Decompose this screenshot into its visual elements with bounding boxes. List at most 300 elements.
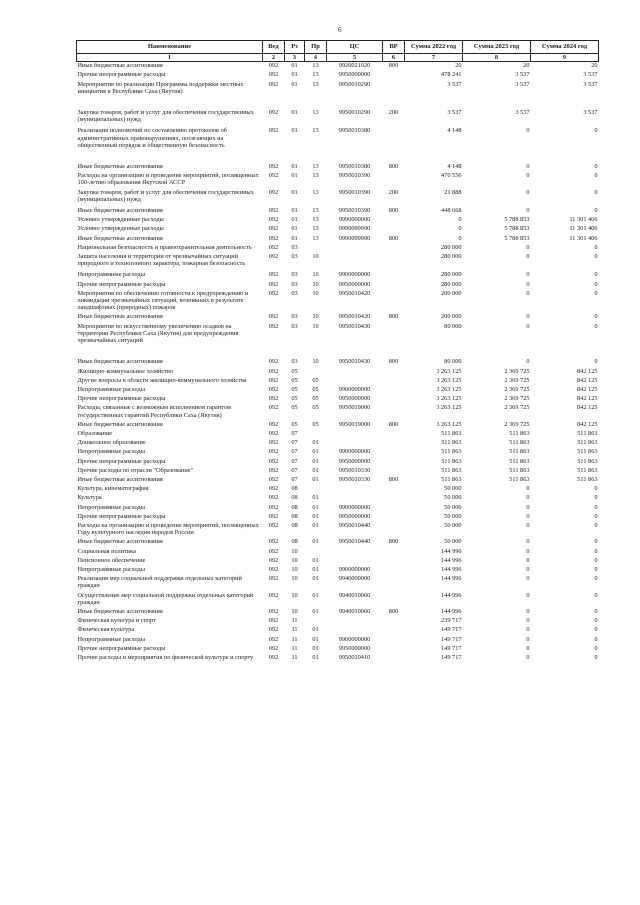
cell-rz: 11	[291, 644, 298, 652]
cell-sum-2022: 144 996	[441, 547, 462, 555]
cell-cs	[327, 485, 383, 494]
cell-sum-2024: 0	[594, 253, 598, 261]
cell-ved: 092	[268, 163, 279, 171]
cell-sum-2023: 511 863	[509, 457, 530, 465]
cell-ved: 092	[268, 485, 279, 493]
cell-sum-2022: 448 668	[441, 207, 462, 215]
cell-rz: 07	[291, 429, 298, 437]
cell-pr	[305, 548, 327, 557]
cell-rz: 01	[291, 207, 298, 215]
cell-rz: 10	[291, 556, 298, 564]
table-row	[77, 575, 599, 591]
cell-ved: 092	[268, 538, 279, 546]
cell-sum-2022: 511 863	[441, 448, 462, 456]
cell-ved: 092	[268, 62, 279, 70]
cell-rz: 07	[291, 457, 298, 465]
cell-pr: 13	[312, 172, 319, 180]
cell-sum-2024: 511 863	[577, 439, 598, 447]
cell-vr	[383, 290, 405, 314]
cell-name: Культура	[77, 494, 102, 502]
cell-rz: 11	[291, 617, 298, 625]
cell-cs: 9900000000	[338, 635, 371, 643]
cell-rz: 08	[291, 503, 298, 511]
cell-pr: 10	[312, 271, 319, 279]
table-row	[77, 109, 599, 127]
cell-sum-2023: 0	[526, 512, 530, 520]
cell-sum-2022: 0	[458, 234, 462, 242]
cell-name: Мероприятия по обеспечению готовности к предупреждению и ликвидации чрезвычайных ситуаций, возникших в результате ландшафтных (природных) пожаров	[77, 289, 249, 312]
cell-cs: 9950010380	[338, 163, 371, 171]
cell-name: Иные бюджетные ассигнования	[77, 475, 163, 483]
header-rz: Рз	[285, 41, 305, 54]
table-row	[77, 566, 599, 575]
cell-sum-2023: 0	[526, 313, 530, 321]
cell-sum-2024: 0	[594, 503, 598, 511]
cell-ved: 092	[268, 617, 279, 625]
cell-name: Мероприятия по искусственному увеличению осадков на территории Республики Саха (Якутия) для предупреждения чрезвычайных ситуаций	[77, 322, 239, 345]
cell-vr: 800	[388, 538, 399, 546]
cell-sum-2023: 5 788 853	[504, 234, 530, 242]
cell-ved: 092	[268, 591, 279, 599]
cell-sum-2022: 149 717	[441, 644, 462, 652]
cell-sum-2023: 20	[523, 62, 530, 70]
column-index-cell: 2	[263, 54, 285, 62]
cell-cs	[327, 377, 383, 386]
cell-pr: 05	[312, 376, 319, 384]
cell-vr: 800	[388, 62, 399, 70]
cell-name: Дошкольное образование	[77, 439, 146, 447]
cell-name: Иные бюджетные ассигнования	[77, 313, 163, 321]
cell-ved: 092	[268, 457, 279, 465]
cell-pr: 13	[312, 207, 319, 215]
cell-cs: 9950010290	[338, 109, 371, 117]
cell-pr: 01	[312, 538, 319, 546]
cell-ved: 092	[268, 475, 279, 483]
cell-sum-2024: 0	[594, 280, 598, 288]
cell-name: Другие вопросы в области жилищно-коммунального хозяйства	[77, 376, 247, 384]
cell-sum-2024: 511 863	[577, 448, 598, 456]
table-row	[77, 513, 599, 522]
table-row	[77, 557, 599, 566]
cell-pr: 01	[312, 654, 319, 661]
cell-cs: 9900000000	[338, 385, 371, 393]
cell-pr: 13	[312, 109, 319, 117]
cell-sum-2024: 0	[594, 626, 598, 634]
cell-sum-2023: 2 369 725	[504, 395, 530, 403]
header-sum-2024: Сумма 2024 год	[531, 41, 599, 54]
cell-vr: 800	[388, 358, 399, 366]
cell-pr: 10	[312, 289, 319, 297]
cell-name: Иные бюджетные ассигнования	[77, 420, 163, 428]
cell-sum-2022: 3 537	[447, 109, 462, 117]
cell-cs: 9950010330	[338, 466, 371, 474]
cell-sum-2023: 3 537	[515, 109, 530, 117]
cell-cs: 9950010390	[338, 207, 371, 215]
cell-ved: 092	[268, 654, 279, 661]
cell-name: Прочие непрограммные расходы	[77, 395, 166, 403]
cell-vr	[383, 548, 405, 557]
cell-pr: 10	[312, 280, 319, 288]
cell-rz: 03	[291, 313, 298, 321]
cell-rz: 07	[291, 466, 298, 474]
cell-ved: 092	[268, 547, 279, 555]
cell-vr	[383, 271, 405, 280]
cell-pr: 01	[312, 521, 319, 529]
cell-name: Условно утвержденные расходы	[77, 216, 164, 224]
cell-cs: 9990000000	[338, 216, 371, 224]
cell-sum-2024: 511 863	[577, 457, 598, 465]
cell-sum-2023: 0	[526, 188, 530, 196]
table-row	[77, 617, 599, 626]
header-pr: Пр	[305, 41, 327, 54]
cell-pr: 13	[312, 188, 319, 196]
cell-name: Условно утвержденные расходы	[77, 225, 164, 233]
cell-sum-2023: 0	[526, 575, 530, 583]
header-sum-2022: Сумма 2022 год	[405, 41, 463, 54]
table-row	[77, 421, 599, 430]
cell-cs: 9950010330	[338, 475, 371, 483]
cell-cs: 9950010410	[338, 654, 371, 661]
cell-vr	[383, 636, 405, 645]
cell-vr: 200	[388, 188, 399, 196]
table-row	[77, 467, 599, 476]
cell-ved: 092	[268, 395, 279, 403]
cell-sum-2023: 511 863	[509, 475, 530, 483]
cell-rz: 01	[291, 163, 298, 171]
column-index-cell: 8	[463, 54, 531, 62]
cell-rz: 08	[291, 512, 298, 520]
column-index-cell: 6	[383, 54, 405, 62]
cell-ved: 092	[268, 188, 279, 196]
cell-cs: 9950000000	[338, 644, 371, 652]
cell-cs: 9950010390	[338, 188, 371, 196]
table-row	[77, 172, 599, 188]
cell-vr	[383, 225, 405, 234]
table-row	[77, 645, 599, 654]
cell-name: Иные бюджетные ассигнования	[77, 62, 163, 70]
cell-ved: 092	[268, 280, 279, 288]
cell-vr	[383, 513, 405, 522]
cell-sum-2024: 11 301 406	[569, 216, 598, 224]
cell-rz: 05	[291, 367, 298, 375]
cell-sum-2022: 50 000	[444, 538, 462, 546]
cell-rz: 11	[291, 654, 298, 661]
cell-cs: 9950000000	[338, 512, 371, 520]
cell-sum-2022: 3 263 125	[436, 420, 462, 428]
cell-ved: 092	[268, 225, 279, 233]
cell-sum-2023: 511 863	[509, 429, 530, 437]
cell-ved: 092	[268, 109, 279, 117]
table-row	[77, 368, 599, 377]
cell-sum-2024: 3 537	[583, 109, 598, 117]
cell-cs	[327, 617, 383, 626]
table-row	[77, 458, 599, 467]
cell-vr	[383, 592, 405, 608]
cell-vr	[383, 323, 405, 359]
header-sum-2023: Сумма 2023 год	[463, 41, 531, 54]
cell-sum-2022: 0	[458, 216, 462, 224]
cell-sum-2024: 3 537	[583, 71, 598, 79]
cell-sum-2022: 50 000	[444, 503, 462, 511]
cell-sum-2022: 80 000	[444, 358, 462, 366]
cell-cs: 9900000000	[338, 503, 371, 511]
cell-sum-2024: 11 301 406	[569, 225, 598, 233]
cell-vr: 800	[388, 475, 399, 483]
cell-rz: 01	[291, 216, 298, 224]
cell-sum-2022: 200 000	[441, 289, 462, 297]
cell-sum-2022: 470 556	[441, 172, 462, 180]
cell-cs: 9990099990	[338, 234, 371, 242]
cell-pr: 01	[312, 512, 319, 520]
cell-pr: 10	[312, 313, 319, 321]
cell-sum-2024: 0	[594, 494, 598, 502]
cell-sum-2024: 842 125	[577, 385, 598, 393]
cell-sum-2023: 2 369 725	[504, 385, 530, 393]
cell-sum-2022: 511 863	[441, 439, 462, 447]
cell-cs	[327, 626, 383, 635]
column-index-cell: 9	[531, 54, 599, 62]
cell-name: Непрограммные расходы	[77, 448, 145, 456]
cell-pr	[305, 485, 327, 494]
cell-vr	[383, 404, 405, 420]
cell-rz: 08	[291, 538, 298, 546]
cell-sum-2023: 0	[526, 163, 530, 171]
cell-sum-2024: 0	[594, 188, 598, 196]
cell-cs: 9940000000	[338, 575, 371, 583]
cell-sum-2024: 0	[594, 127, 598, 135]
cell-cs: 9950010430	[338, 358, 371, 366]
cell-ved: 092	[268, 494, 279, 502]
cell-sum-2024: 0	[594, 358, 598, 366]
cell-sum-2023: 0	[526, 485, 530, 493]
cell-pr: 13	[312, 163, 319, 171]
cell-rz: 05	[291, 395, 298, 403]
cell-ved: 092	[268, 448, 279, 456]
cell-sum-2024: 11 301 406	[569, 234, 598, 242]
cell-sum-2022: 511 863	[441, 475, 462, 483]
cell-sum-2023: 3 537	[515, 71, 530, 79]
cell-vr: 200	[388, 109, 399, 117]
cell-pr: 01	[312, 556, 319, 564]
cell-rz: 11	[291, 635, 298, 643]
table-row	[77, 358, 599, 367]
cell-sum-2024: 842 125	[577, 395, 598, 403]
table-row	[77, 636, 599, 645]
cell-cs: 9950010390	[338, 172, 371, 180]
cell-rz: 03	[291, 271, 298, 279]
cell-pr: 01	[312, 635, 319, 643]
table-row	[77, 81, 599, 109]
cell-cs	[327, 368, 383, 377]
cell-name: Иные бюджетные ассигнования	[77, 234, 163, 242]
cell-vr	[383, 71, 405, 80]
cell-pr: 01	[312, 607, 319, 615]
cell-sum-2022: 149 717	[441, 654, 462, 661]
table-row	[77, 62, 599, 72]
cell-sum-2022: 280 000	[441, 280, 462, 288]
cell-sum-2023: 0	[526, 243, 530, 251]
table-row	[77, 281, 599, 290]
cell-sum-2022: 3 537	[447, 80, 462, 88]
cell-ved: 092	[268, 358, 279, 366]
cell-name: Иные бюджетные ассигнования	[77, 607, 163, 615]
cell-vr	[383, 645, 405, 654]
cell-pr	[305, 244, 327, 253]
table-row	[77, 430, 599, 439]
cell-rz: 07	[291, 439, 298, 447]
cell-sum-2024: 0	[594, 271, 598, 279]
cell-vr	[383, 485, 405, 494]
cell-rz: 10	[291, 591, 298, 599]
cell-cs: 9950000000	[338, 395, 371, 403]
cell-sum-2023: 0	[526, 127, 530, 135]
cell-vr	[383, 430, 405, 439]
cell-rz: 01	[291, 62, 298, 70]
cell-rz: 10	[291, 607, 298, 615]
cell-pr: 13	[312, 80, 319, 88]
cell-name: Культура, кинематография	[77, 485, 149, 493]
cell-sum-2024: 0	[594, 654, 598, 661]
cell-rz: 08	[291, 485, 298, 493]
table-row	[77, 271, 599, 280]
cell-ved: 092	[268, 404, 279, 412]
cell-cs	[327, 557, 383, 566]
cell-rz: 01	[291, 172, 298, 180]
cell-ved: 092	[268, 289, 279, 297]
cell-cs	[327, 430, 383, 439]
cell-vr	[383, 281, 405, 290]
cell-rz: 01	[291, 80, 298, 88]
cell-rz: 03	[291, 280, 298, 288]
cell-vr	[383, 654, 405, 663]
cell-name: Физическая культура	[77, 626, 135, 634]
cell-cs: 9990099990	[338, 225, 371, 233]
column-index-cell: 5	[327, 54, 383, 62]
cell-rz: 03	[291, 243, 298, 251]
cell-cs: 9950019000	[338, 404, 371, 412]
cell-ved: 092	[268, 71, 279, 79]
column-index-cell: 4	[305, 54, 327, 62]
table-row	[77, 207, 599, 216]
cell-pr: 01	[312, 591, 319, 599]
cell-vr	[383, 557, 405, 566]
cell-sum-2022: 80 000	[444, 322, 462, 330]
cell-sum-2023: 0	[526, 280, 530, 288]
cell-ved: 092	[268, 429, 279, 437]
cell-sum-2022: 511 863	[441, 466, 462, 474]
cell-vr: 800	[388, 207, 399, 215]
cell-ved: 092	[268, 644, 279, 652]
cell-sum-2022: 478 241	[441, 71, 462, 79]
column-index-cell: 3	[285, 54, 305, 62]
cell-rz: 10	[291, 565, 298, 573]
cell-vr: 800	[388, 607, 399, 615]
cell-pr: 01	[312, 494, 319, 502]
cell-sum-2023: 511 863	[509, 466, 530, 474]
cell-sum-2023: 511 863	[509, 439, 530, 447]
cell-name: Иные бюджетные ассигнования	[77, 163, 163, 171]
cell-vr	[383, 395, 405, 404]
cell-name: Иные бюджетные ассигнования	[77, 358, 163, 366]
cell-sum-2024: 511 863	[577, 475, 598, 483]
cell-pr	[305, 430, 327, 439]
cell-name: Иные бюджетные ассигнования	[77, 538, 163, 546]
cell-vr	[383, 81, 405, 109]
cell-sum-2023: 0	[526, 626, 530, 634]
table-row	[77, 235, 599, 244]
cell-name: Осуществление мер социальной поддержки отдельных категорий граждан	[77, 591, 254, 606]
cell-name: Прочие непрограммные расходы	[77, 512, 166, 520]
table-row	[77, 395, 599, 404]
table-row	[77, 439, 599, 448]
cell-pr: 01	[312, 439, 319, 447]
cell-ved: 092	[268, 172, 279, 180]
cell-sum-2022: 50 000	[444, 521, 462, 529]
table-row	[77, 548, 599, 557]
cell-sum-2023: 0	[526, 607, 530, 615]
cell-sum-2024: 0	[594, 243, 598, 251]
cell-sum-2024: 511 863	[577, 466, 598, 474]
cell-vr	[383, 386, 405, 395]
cell-vr: 800	[388, 234, 399, 242]
cell-name: Расходы, связанные с возможным исполнением гарантом государственных гарантий Республики Саха (Якутия)	[77, 404, 231, 419]
table-row	[77, 504, 599, 513]
cell-sum-2024: 0	[594, 617, 598, 625]
cell-name: Защита населения и территории от чрезвычайных ситуаций природного и техногенного характера, пожарная безопасность	[77, 253, 246, 268]
cell-ved: 092	[268, 420, 279, 428]
cell-pr: 10	[312, 322, 319, 330]
cell-sum-2024: 20	[591, 62, 598, 70]
cell-vr	[383, 448, 405, 457]
cell-ved: 092	[268, 565, 279, 573]
cell-sum-2024: 0	[594, 644, 598, 652]
cell-name: Прочие расходы и мероприятия по физической культуре и спорту	[77, 654, 254, 661]
table-row	[77, 225, 599, 234]
cell-name: Жилищно-коммунальное хозяйство	[77, 367, 174, 375]
table-row	[77, 313, 599, 322]
cell-sum-2022: 511 863	[441, 457, 462, 465]
cell-pr: 13	[312, 216, 319, 224]
cell-sum-2024: 0	[594, 547, 598, 555]
cell-sum-2022: 0	[458, 225, 462, 233]
table-body	[77, 62, 599, 664]
cell-rz: 01	[291, 188, 298, 196]
cell-pr: 13	[312, 62, 319, 70]
cell-vr	[383, 617, 405, 626]
cell-vr	[383, 253, 405, 271]
cell-sum-2022: 3 263 125	[436, 367, 462, 375]
cell-sum-2022: 50 000	[444, 512, 462, 520]
table-row	[77, 654, 599, 663]
cell-sum-2022: 144 996	[441, 575, 462, 583]
cell-sum-2023: 0	[526, 271, 530, 279]
header-vr: ВР	[383, 41, 405, 54]
cell-ved: 092	[268, 512, 279, 520]
cell-pr: 01	[312, 626, 319, 634]
cell-pr	[305, 368, 327, 377]
cell-sum-2022: 50 000	[444, 485, 462, 493]
table-row	[77, 476, 599, 485]
cell-vr	[383, 172, 405, 188]
table-row	[77, 244, 599, 253]
cell-sum-2023: 2 369 725	[504, 367, 530, 375]
cell-cs: 9940010060	[338, 591, 371, 599]
cell-ved: 092	[268, 243, 279, 251]
cell-rz: 03	[291, 253, 298, 261]
cell-name: Непрограммные расходы	[77, 565, 145, 573]
cell-cs	[327, 494, 383, 503]
cell-name: Реализация мер социальной поддержки отдельных категорий граждан	[77, 575, 242, 590]
